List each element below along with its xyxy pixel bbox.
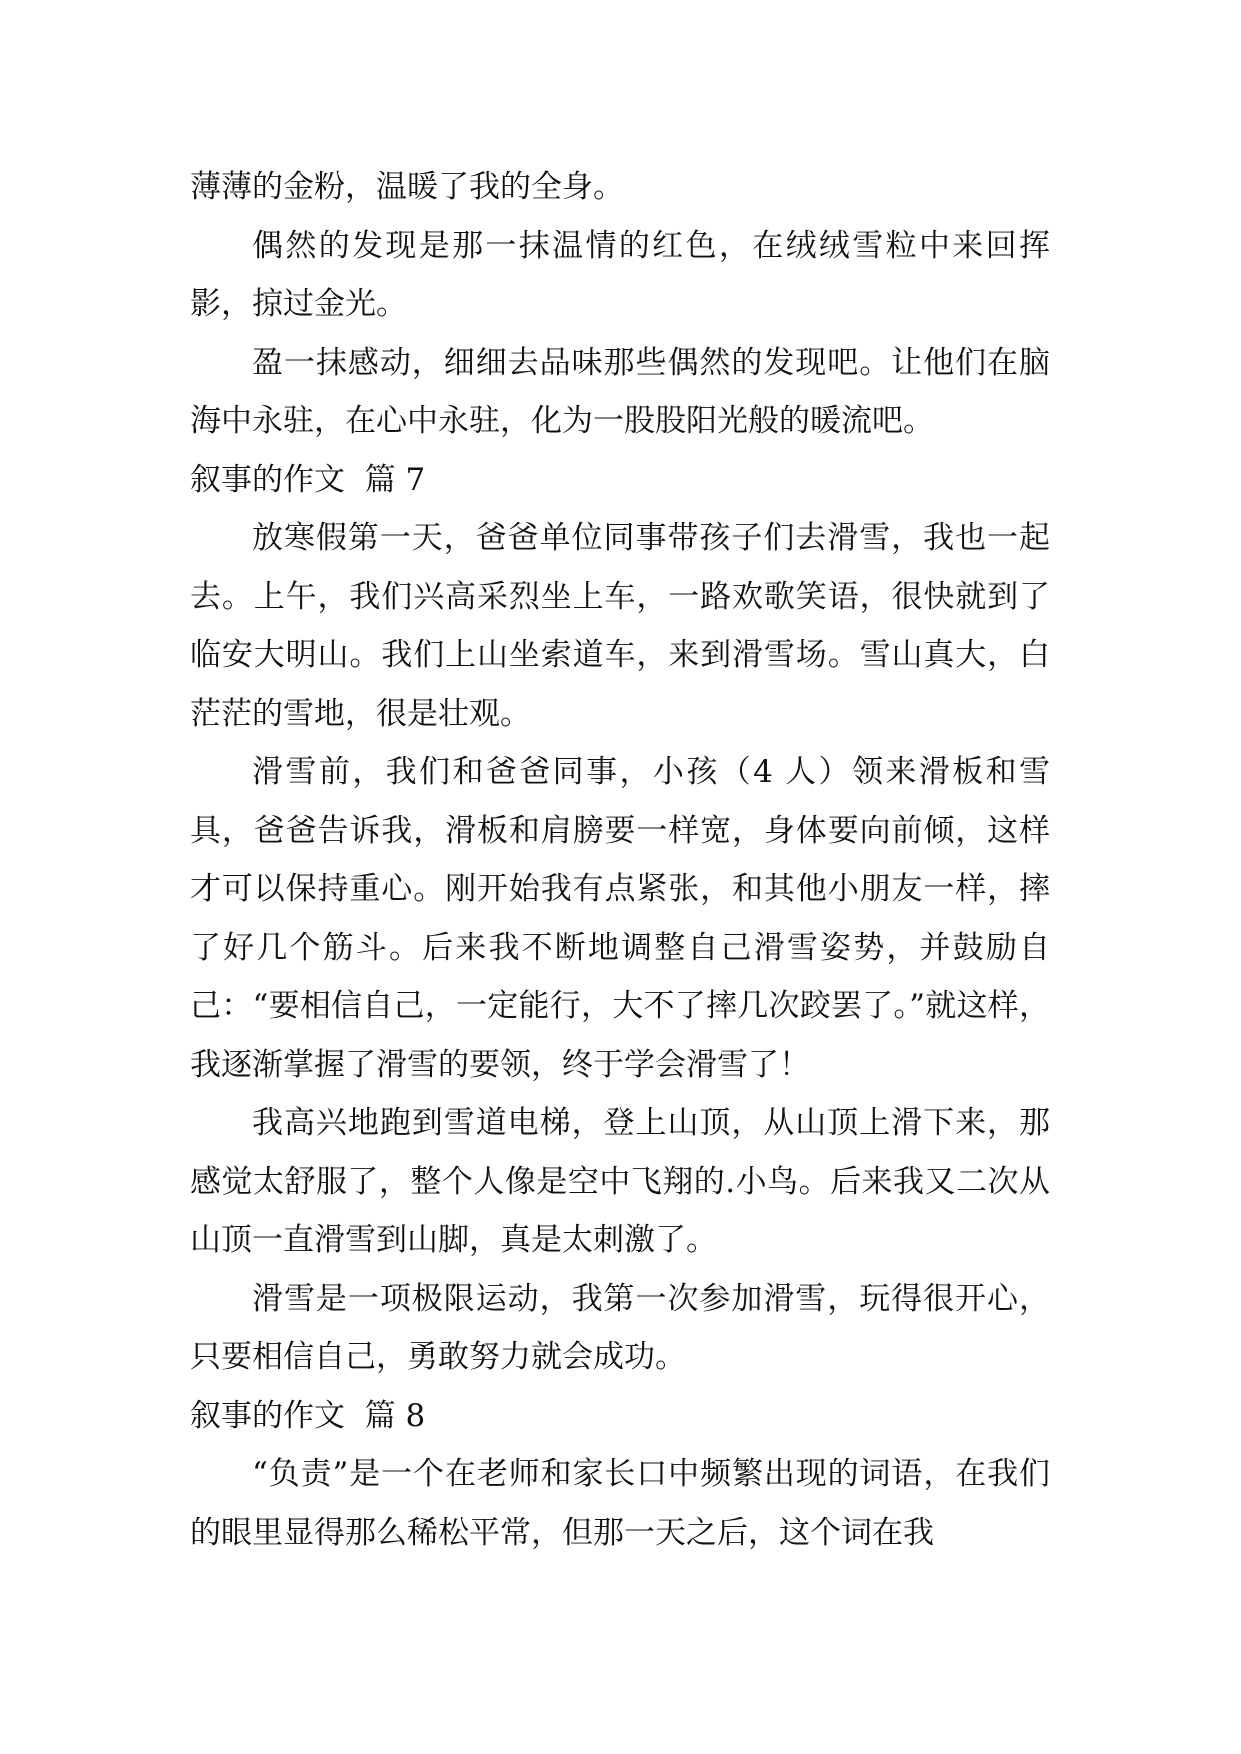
paragraph: 滑雪前，我们和爸爸同事，小孩（4 人）领来滑板和雪具，爸爸告诉我，滑板和肩膀要一样宽，身体要向前倾，这样才可以保持重心。刚开始我有点紧张，和其他小朋友一样，摔了好几个筋斗。后来我不断地调整自己滑雪姿势，并鼓励自己：“要相信自己，一定能行，大不了摔几次跤罢了。”就这样，我逐渐掌握了滑雪的要领，终于学会滑雪了！ [190, 754, 1050, 1083]
section-heading-8: 叙事的作文 篇 8 [190, 1397, 426, 1434]
paragraph: “负责”是一个在老师和家长口中频繁出现的词语，在我们的眼里显得那么稀松平常，但那一天之后，这个词在我 [190, 1456, 1050, 1551]
section-heading-7: 叙事的作文 篇 7 [190, 461, 426, 498]
paragraph: 偶然的发现是那一抹温情的红色，在绒绒雪粒中来回挥影，掠过金光。 [190, 227, 1050, 322]
paragraph-continuation: 薄薄的金粉，温暖了我的全身。 [190, 169, 624, 205]
document-body [190, 158, 1050, 1562]
paragraph: 我高兴地跑到雪道电梯，登上山顶，从山顶上滑下来，那感觉太舒服了，整个人像是空中飞翔的.小鸟。后来我又二次从山顶一直滑雪到山脚，真是太刺激了。 [190, 1105, 1050, 1258]
paragraph: 盈一抹感动，细细去品味那些偶然的发现吧。让他们在脑海中永驻，在心中永驻，化为一股股阳光般的暖流吧。 [190, 344, 1050, 439]
paragraph: 放寒假第一天，爸爸单位同事带孩子们去滑雪，我也一起去。上午，我们兴高采烈坐上车，一路欢歌笑语，很快就到了临安大明山。我们上山坐索道车，来到滑雪场。雪山真大，白茫茫的雪地，很是壮观。 [190, 520, 1050, 732]
paragraph: 滑雪是一项极限运动，我第一次参加滑雪，玩得很开心，只要相信自己，勇敢努力就会成功。 [190, 1280, 1050, 1375]
